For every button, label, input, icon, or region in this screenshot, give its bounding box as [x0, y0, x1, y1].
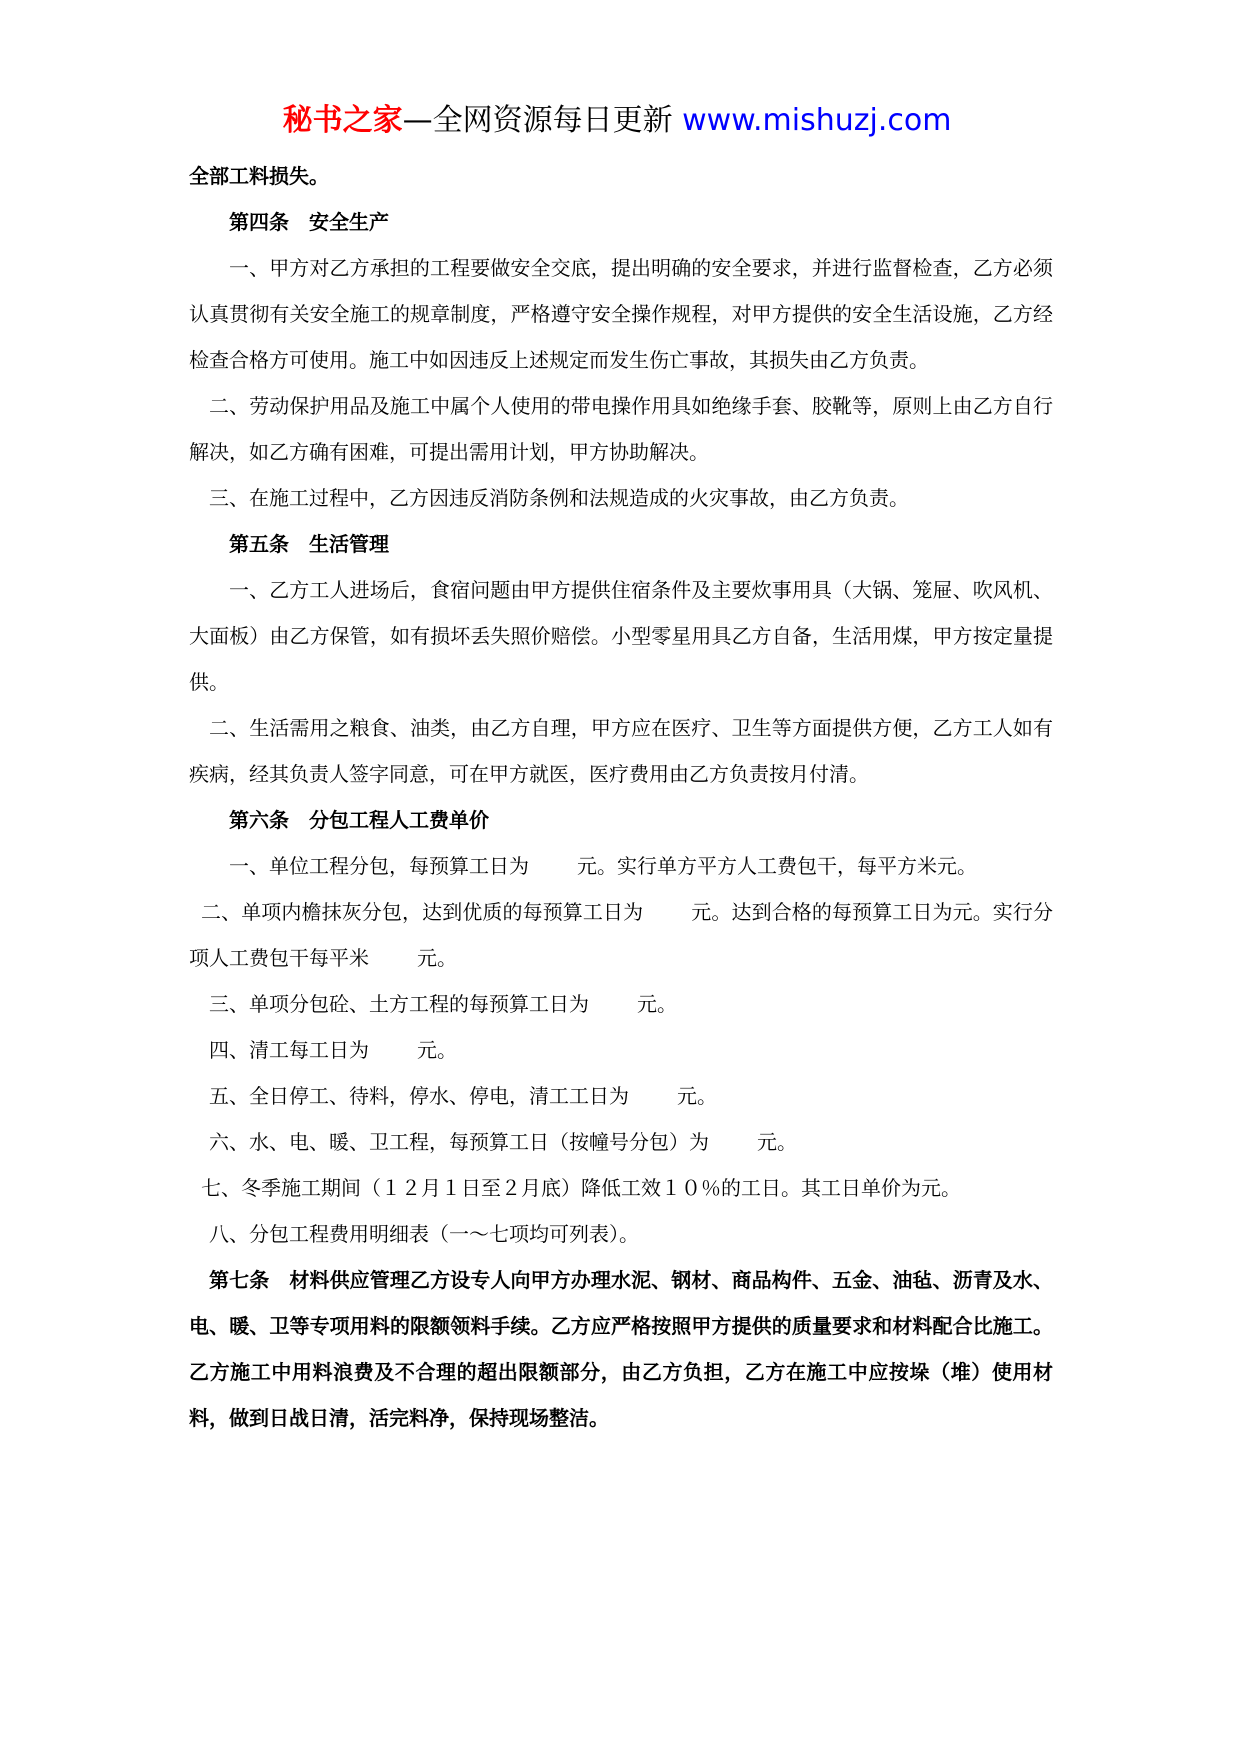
- article-5-clause-2: 二、生活需用之粮食、油类，由乙方自理，甲方应在医疗、卫生等方面提供方便，乙方工人如有疾病，经其负责人签字同意，可在甲方就医，医疗费用由乙方负责按月付清。: [189, 716, 1053, 786]
- clause-6-text-a: 六、水、电、暖、卫工程，每预算工日（按幢号分包）为: [209, 1130, 709, 1154]
- article-6-title: 第六条 分包工程人工费单价: [229, 808, 489, 832]
- clause-4-text-b: 元。: [417, 1038, 457, 1062]
- article-6-clause-3: [189, 981, 1053, 1027]
- article-6-clause-2: [189, 889, 1053, 981]
- clause-6-text-b: 元。: [757, 1130, 797, 1154]
- article-6-clause-5: [189, 1073, 1053, 1119]
- site-header: [0, 101, 1234, 141]
- clause-1-text-b: 元。实行单方平方人工费包干，每平方米元。: [577, 854, 977, 878]
- article-6-clause-7: 七、冬季施工期间（１２月１日至２月底）降低工效１０％的工日。其工日单价为元。: [201, 1176, 961, 1200]
- document-body: [189, 153, 1053, 1441]
- header-url-link[interactable]: www.mishuzj.com: [682, 103, 952, 138]
- clause-2-text-a: 二、单项内檐抹灰分包，达到优质的每预算工日为: [201, 900, 644, 924]
- clause-3-text-a: 三、单项分包砼、土方工程的每预算工日为: [209, 992, 589, 1016]
- article-5-clause-1: 一、乙方工人进场后，食宿问题由甲方提供住宿条件及主要炊事用具（大锅、笼屉、吹风机、大面板）由乙方保管，如有损坏丢失照价赔偿。小型零星用具乙方自备，生活用煤，甲方按定量提供。: [189, 578, 1053, 694]
- header-tagline: —全网资源每日更新: [402, 103, 673, 138]
- article-4-clause-1: 一、甲方对乙方承担的工程要做安全交底，提出明确的安全要求，并进行监督检查，乙方必须认真贯彻有关安全施工的规章制度，严格遵守安全操作规程，对甲方提供的安全生活设施，乙方经检查合格方可使用。施工中如因违反上述规定而发生伤亡事故，其损失由乙方负责。: [189, 256, 1053, 372]
- article-4-title: 第四条 安全生产: [229, 210, 389, 234]
- clause-4-text-a: 四、清工每工日为: [209, 1038, 369, 1062]
- article-6-clause-4: [189, 1027, 1053, 1073]
- clause-1-text-a: 一、单位工程分包，每预算工日为: [229, 854, 529, 878]
- header-brand: 秘书之家: [282, 103, 403, 138]
- clause-2-text-b: 元。达到合格的每预算工日为元。实行分项人工费包干每平米: [189, 900, 1054, 970]
- clause-5-text-b: 元。: [677, 1084, 717, 1108]
- paragraph-continuation: 全部工料损失。: [189, 164, 329, 188]
- article-6-clause-1: [189, 843, 1053, 889]
- article-6-clause-6: [189, 1119, 1053, 1165]
- clause-2-text-c: 元。: [417, 946, 457, 970]
- clause-3-text-b: 元。: [637, 992, 677, 1016]
- article-6-clause-8: 八、分包工程费用明细表（一～七项均可列表）。: [209, 1222, 639, 1246]
- article-4-clause-2: 二、劳动保护用品及施工中属个人使用的带电操作用具如绝缘手套、胶靴等，原则上由乙方自行解决，如乙方确有困难，可提出需用计划，甲方协助解决。: [189, 394, 1053, 464]
- article-5-title: 第五条 生活管理: [229, 532, 389, 556]
- clause-5-text-a: 五、全日停工、待料，停水、停电，清工工日为: [209, 1084, 629, 1108]
- article-4-clause-3: 三、在施工过程中，乙方因违反消防条例和法规造成的火灾事故，由乙方负责。: [209, 486, 909, 510]
- article-7: 第七条 材料供应管理乙方设专人向甲方办理水泥、钢材、商品构件、五金、油毡、沥青及水、电、暖、卫等专项用料的限额领料手续。乙方应严格按照甲方提供的质量要求和材料配合比施工。乙方施工中用料浪费及不合理的超出限额部分，由乙方负担，乙方在施工中应按垛（堆）使用材料，做到日战日清，活完料净，保持现场整洁。: [189, 1268, 1053, 1430]
